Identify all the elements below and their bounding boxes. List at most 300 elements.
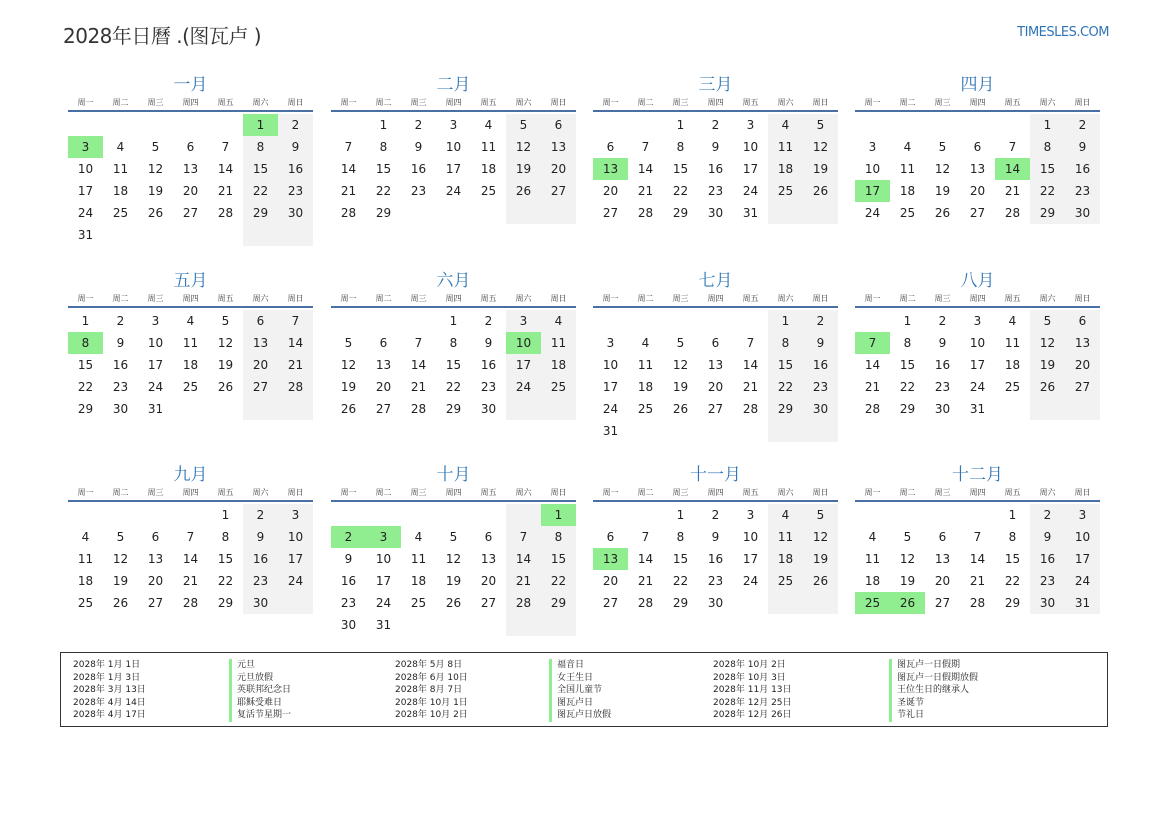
day-cell: 2 [1030,504,1065,526]
weekday-label: 周二 [112,488,129,497]
day-cell: 14 [969,552,986,566]
holiday-day-cell: 3 [68,136,103,158]
weekday-label: 周五 [217,488,234,497]
empty-cell [803,420,838,442]
month-9 [68,464,313,614]
day-cell: 21 [637,574,654,588]
day-cell: 1 [903,314,912,328]
day-cell: 10 [445,140,462,154]
holiday-name: 全国儿童节 [549,684,611,697]
day-cell: 23 [1065,180,1100,202]
day-cell: 7 [278,310,313,332]
holiday-date: 2028年 4月 17日 [73,710,146,720]
empty-cell [506,614,541,636]
empty-cell [541,202,576,224]
day-cell: 6 [606,530,615,544]
day-cell: 19 [217,358,234,372]
day-cell: 30 [707,596,724,610]
day-cell: 24 [602,402,619,416]
weekday-header [593,96,838,112]
weekday-label: 周一 [77,488,94,497]
day-cell: 4 [484,118,493,132]
weekday-label: 周三 [672,98,689,107]
day-grid [331,504,576,636]
day-grid [68,310,313,420]
day-cell: 4 [903,140,912,154]
day-cell: 20 [969,184,986,198]
day-cell: 28 [506,592,541,614]
day-grid [331,310,576,420]
day-cell: 22 [1030,180,1065,202]
holiday-name: 英联邦纪念日 [229,684,291,697]
empty-cell [401,504,436,526]
holiday-date: 2028年 10月 3日 [713,672,786,683]
day-cell: 3 [973,314,982,328]
day-cell: 25 [768,180,803,202]
day-cell: 18 [541,354,576,376]
weekday-label: 周四 [707,294,724,303]
day-cell: 13 [182,162,199,176]
day-cell: 3 [449,118,458,132]
day-cell: 5 [221,314,230,328]
weekday-label: 周五 [742,98,759,107]
day-cell: 22 [1004,574,1021,588]
day-cell: 1 [81,314,90,328]
holiday-date: 2028年 10月 2日 [395,710,468,720]
empty-cell [541,614,576,636]
holiday-dates-col-2 [395,659,468,722]
empty-cell [768,420,803,442]
day-cell: 5 [903,530,912,544]
day-cell: 3 [868,140,877,154]
day-cell: 8 [449,336,458,350]
day-cell: 3 [278,504,313,526]
weekday-label: 周三 [934,294,951,303]
empty-cell [331,504,366,526]
day-cell: 7 [641,530,650,544]
day-cell: 27 [480,596,497,610]
day-cell: 19 [445,574,462,588]
day-cell: 27 [147,596,164,610]
month-3 [593,74,838,224]
day-cell: 11 [112,162,129,176]
day-cell: 19 [899,574,916,588]
day-cell: 13 [934,552,951,566]
empty-cell [138,504,173,526]
day-cell: 13 [1065,332,1100,354]
day-cell: 10 [147,336,164,350]
holiday-day-cell: 14 [995,158,1030,180]
day-cell: 5 [803,114,838,136]
day-cell: 9 [484,336,493,350]
weekday-label: 周一 [340,98,357,107]
day-cell: 17 [77,184,94,198]
day-cell: 25 [480,184,497,198]
day-cell: 11 [1004,336,1021,350]
day-cell: 3 [746,508,755,522]
day-cell: 7 [973,530,982,544]
weekday-header [331,96,576,112]
day-grid [593,504,838,614]
day-cell: 25 [899,206,916,220]
day-cell: 16 [707,552,724,566]
day-cell: 28 [864,402,881,416]
day-cell: 10 [602,358,619,372]
day-cell: 9 [116,336,125,350]
weekday-label: 周一 [864,294,881,303]
weekday-label: 周三 [672,294,689,303]
holiday-date: 2028年 12月 25日 [713,697,792,708]
day-cell: 20 [182,184,199,198]
day-cell: 4 [414,530,423,544]
day-cell: 23 [480,380,497,394]
weekday-label: 周五 [742,294,759,303]
weekday-label: 周五 [1004,488,1021,497]
day-cell: 17 [278,548,313,570]
holiday-day-cell: 13 [593,158,628,180]
day-cell: 3 [151,314,160,328]
month-7 [593,270,838,442]
day-cell: 22 [541,570,576,592]
weekday-label: 周一 [340,294,357,303]
empty-cell [768,592,803,614]
day-cell: 7 [746,336,755,350]
empty-cell [208,224,243,246]
empty-cell [733,420,768,442]
day-cell: 21 [410,380,427,394]
month-6 [331,270,576,420]
day-cell: 13 [375,358,392,372]
day-cell: 4 [768,114,803,136]
empty-cell [208,114,243,136]
day-cell: 27 [707,402,724,416]
month-name: 二月 [436,75,471,95]
day-cell: 20 [1065,354,1100,376]
day-cell: 13 [147,552,164,566]
day-cell: 28 [410,402,427,416]
weekday-label: 周六 [252,488,269,497]
day-cell: 29 [1030,202,1065,224]
day-cell: 18 [899,184,916,198]
empty-cell [890,504,925,526]
day-cell: 29 [445,402,462,416]
day-cell: 5 [1030,310,1065,332]
day-cell: 2 [116,314,125,328]
weekday-label: 周四 [969,488,986,497]
month-12 [855,464,1100,614]
empty-cell [1030,398,1065,420]
weekday-label: 周一 [77,98,94,107]
day-cell: 29 [217,596,234,610]
holiday-name: 元旦放假 [229,672,291,685]
day-cell: 10 [742,140,759,154]
day-cell: 17 [445,162,462,176]
holiday-date: 2028年 12月 26日 [713,710,792,720]
weekday-label: 周六 [252,294,269,303]
day-cell: 16 [278,158,313,180]
day-cell: 1 [676,118,685,132]
day-cell: 12 [934,162,951,176]
day-cell: 16 [112,358,129,372]
weekday-label: 周六 [515,294,532,303]
day-cell: 6 [938,530,947,544]
day-cell: 8 [541,526,576,548]
site-link[interactable]: TIMESLES.COM [1017,25,1109,40]
empty-cell [278,224,313,246]
day-cell: 16 [480,358,497,372]
empty-cell [103,504,138,526]
day-cell: 24 [742,184,759,198]
day-cell: 28 [217,206,234,220]
day-grid [331,114,576,224]
day-cell: 24 [278,570,313,592]
day-cell: 30 [243,592,278,614]
day-cell: 11 [182,336,199,350]
holiday-name: 王位生日的继承人 [889,684,978,697]
weekday-label: 周六 [515,98,532,107]
day-cell: 22 [243,180,278,202]
day-cell: 6 [1065,310,1100,332]
day-cell: 26 [340,402,357,416]
weekday-label: 周五 [217,98,234,107]
day-cell: 8 [676,530,685,544]
day-cell: 30 [1065,202,1100,224]
weekday-label: 周四 [707,488,724,497]
day-cell: 30 [803,398,838,420]
day-cell: 17 [969,358,986,372]
empty-cell [698,420,733,442]
day-cell: 1 [449,314,458,328]
day-cell: 31 [147,402,164,416]
weekday-label: 周二 [375,294,392,303]
weekday-label: 周二 [899,294,916,303]
day-cell: 8 [221,530,230,544]
day-cell: 21 [864,380,881,394]
holiday-day-cell: 2 [331,526,366,548]
day-cell: 9 [1030,526,1065,548]
day-cell: 11 [77,552,94,566]
empty-cell [436,614,471,636]
day-cell: 16 [934,358,951,372]
weekday-header [331,486,576,502]
day-cell: 30 [278,202,313,224]
day-cell: 23 [340,596,357,610]
empty-cell [855,504,890,526]
weekday-label: 周一 [77,294,94,303]
empty-cell [471,504,506,526]
day-cell: 27 [243,376,278,398]
day-cell: 10 [1065,526,1100,548]
day-cell: 30 [340,618,357,632]
day-cell: 1 [676,508,685,522]
day-cell: 9 [711,140,720,154]
day-cell: 15 [217,552,234,566]
weekday-label: 周日 [287,294,304,303]
day-cell: 14 [217,162,234,176]
day-cell: 24 [77,206,94,220]
day-cell: 30 [480,402,497,416]
day-cell: 4 [81,530,90,544]
day-cell: 15 [1004,552,1021,566]
day-cell: 31 [1065,592,1100,614]
empty-cell [68,504,103,526]
day-cell: 4 [1008,314,1017,328]
day-cell: 27 [541,180,576,202]
empty-cell [436,202,471,224]
day-cell: 7 [506,526,541,548]
day-cell: 26 [506,180,541,202]
day-cell: 13 [969,162,986,176]
empty-cell [541,398,576,420]
day-cell: 15 [445,358,462,372]
day-cell: 7 [641,140,650,154]
day-cell: 26 [147,206,164,220]
empty-cell [628,420,663,442]
day-cell: 24 [375,596,392,610]
weekday-label: 周三 [672,488,689,497]
month-name: 九月 [173,465,208,485]
day-cell: 29 [672,596,689,610]
holiday-date: 2028年 10月 1日 [395,697,468,708]
day-cell: 2 [803,310,838,332]
day-cell: 29 [1004,596,1021,610]
day-cell: 27 [602,206,619,220]
empty-cell [243,224,278,246]
day-cell: 11 [768,526,803,548]
day-cell: 2 [278,114,313,136]
weekday-label: 周二 [899,488,916,497]
weekday-label: 周日 [550,294,567,303]
day-cell: 10 [864,162,881,176]
month-name: 十二月 [952,465,1003,485]
weekday-label: 周三 [147,488,164,497]
empty-cell [803,592,838,614]
weekday-label: 周日 [812,98,829,107]
holiday-name: 圣诞节 [889,697,978,710]
day-cell: 3 [606,336,615,350]
empty-cell [331,310,366,332]
holiday-day-cell: 17 [855,180,890,202]
day-cell: 16 [803,354,838,376]
empty-cell [68,114,103,136]
holiday-name: 复活节星期一 [229,709,291,722]
day-cell: 9 [938,336,947,350]
month-name: 三月 [698,75,733,95]
day-cell: 29 [768,398,803,420]
empty-cell [506,504,541,526]
holiday-date: 2028年 10月 2日 [713,660,786,670]
day-cell: 6 [151,530,160,544]
weekday-label: 周六 [777,488,794,497]
day-cell: 1 [1008,508,1017,522]
weekday-label: 周日 [550,98,567,107]
weekday-header [855,486,1100,502]
holiday-date: 2028年 4月 14日 [73,697,146,708]
day-cell: 26 [217,380,234,394]
empty-cell [208,398,243,420]
weekday-label: 周一 [864,488,881,497]
day-cell: 2 [711,118,720,132]
day-cell: 26 [445,596,462,610]
holiday-day-cell: 10 [506,332,541,354]
day-cell: 18 [768,158,803,180]
day-cell: 12 [217,336,234,350]
holiday-day-cell: 8 [68,332,103,354]
month-4 [855,74,1100,224]
weekday-header [68,96,313,112]
day-cell: 26 [112,596,129,610]
day-cell: 25 [1004,380,1021,394]
day-cell: 14 [742,358,759,372]
empty-cell [243,398,278,420]
day-cell: 23 [934,380,951,394]
empty-cell [995,114,1030,136]
month-2 [331,74,576,224]
day-cell: 27 [934,596,951,610]
day-cell: 20 [602,184,619,198]
weekday-label: 周一 [340,488,357,497]
day-cell: 27 [602,596,619,610]
empty-cell [663,310,698,332]
day-cell: 28 [637,596,654,610]
day-grid [593,114,838,224]
day-cell: 16 [707,162,724,176]
day-cell: 2 [711,508,720,522]
day-cell: 19 [934,184,951,198]
day-cell: 21 [742,380,759,394]
day-cell: 12 [803,136,838,158]
day-cell: 28 [969,596,986,610]
day-cell: 5 [676,336,685,350]
day-cell: 12 [112,552,129,566]
day-cell: 14 [637,552,654,566]
weekday-label: 周五 [1004,98,1021,107]
day-cell: 28 [340,206,357,220]
day-cell: 24 [864,206,881,220]
holiday-day-cell: 13 [593,548,628,570]
day-cell: 21 [506,570,541,592]
day-grid [593,310,838,442]
day-cell: 30 [707,206,724,220]
day-cell: 29 [243,202,278,224]
day-cell: 12 [506,136,541,158]
day-cell: 8 [379,140,388,154]
weekday-label: 周二 [375,488,392,497]
holiday-dates-col-1 [73,659,146,722]
day-cell: 22 [899,380,916,394]
day-cell: 12 [445,552,462,566]
holiday-day-cell: 25 [855,592,890,614]
weekday-label: 周五 [480,294,497,303]
day-cell: 6 [484,530,493,544]
month-5 [68,270,313,420]
day-cell: 15 [375,162,392,176]
empty-cell [698,310,733,332]
holiday-name: 图瓦卢一日假期 [889,659,978,672]
day-cell: 20 [147,574,164,588]
empty-cell [471,614,506,636]
day-cell: 6 [379,336,388,350]
empty-cell [960,114,995,136]
weekday-label: 周三 [410,98,427,107]
empty-cell [628,310,663,332]
weekday-label: 周六 [515,488,532,497]
day-cell: 27 [182,206,199,220]
day-cell: 11 [768,136,803,158]
day-cell: 26 [672,402,689,416]
day-cell: 25 [182,380,199,394]
day-cell: 28 [742,402,759,416]
